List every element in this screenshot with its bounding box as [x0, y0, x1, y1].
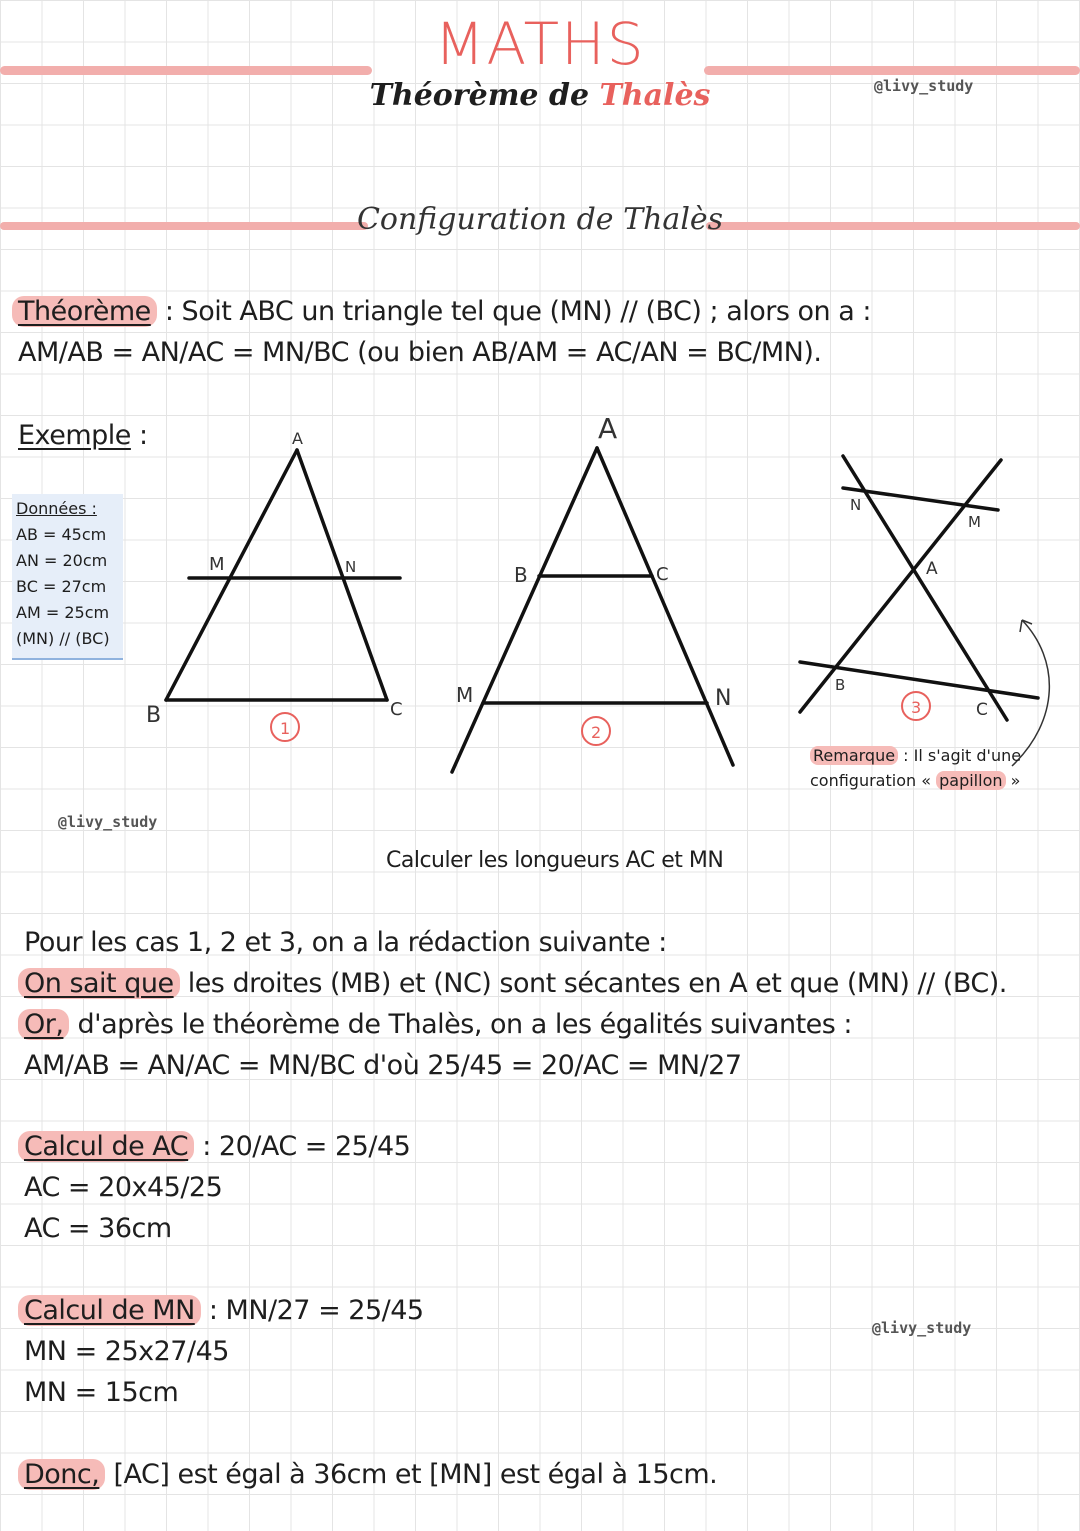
- fig3-label-c: C: [976, 700, 988, 720]
- remark-line1-text: : Il s'agit d'une: [903, 746, 1022, 765]
- fig1-label-n: N: [345, 558, 357, 576]
- handle-bottom: @livy_study: [872, 1319, 972, 1337]
- fig2-number: 2: [591, 723, 602, 742]
- fig2-label-c: C: [656, 564, 669, 585]
- fig1-side-ab: [166, 450, 297, 700]
- example-colon: :: [138, 420, 148, 451]
- handle-middle: @livy_study: [58, 813, 158, 831]
- redaction-equalities: AM/AB = AN/AC = MN/BC d'où 25/45 = 20/AC = MN/27: [24, 1050, 742, 1081]
- fig2-label-a: A: [598, 412, 618, 445]
- remark-line2-pre: configuration «: [810, 771, 932, 790]
- remark-line2: [810, 771, 1020, 790]
- or-text: d'après le théorème de Thalès, on a les égalités suivantes :: [77, 1009, 853, 1040]
- fig3-label-a: A: [926, 559, 938, 579]
- fig1-label-m: M: [209, 554, 225, 575]
- fig1-label-a: A: [292, 429, 303, 448]
- section-title: Configuration de Thalès: [356, 202, 724, 237]
- fig3-label-m: M: [968, 513, 981, 531]
- fig1-number: 1: [280, 719, 291, 738]
- calc-ac-line2: AC = 20x45/25: [24, 1172, 223, 1203]
- conclusion: [24, 1459, 717, 1490]
- subtitle-part1: Théorème de: [369, 78, 590, 113]
- calc-mn-label: Calcul de MN: [18, 1295, 201, 1326]
- example-task: Calculer les longueurs AC et MN: [386, 848, 724, 873]
- donnees-line: BC = 27cm: [16, 577, 107, 596]
- handle-top: @livy_study: [874, 77, 974, 95]
- subtitle-part2: Thalès: [599, 78, 711, 113]
- fig3-number: 3: [911, 698, 922, 717]
- donnees-line: AN = 20cm: [16, 551, 108, 570]
- remark-word: papillon: [936, 771, 1005, 790]
- fig3-label-n: N: [850, 496, 862, 514]
- donnees-line: AB = 45cm: [16, 525, 107, 544]
- or-label: Or,: [18, 1009, 69, 1040]
- remark-line2-post: »: [1010, 771, 1021, 790]
- on-sait-label: On sait que: [18, 968, 180, 999]
- calc-mn-line1: [24, 1295, 424, 1326]
- fig2-label-b: B: [514, 563, 528, 587]
- remark-label: Remarque: [810, 746, 898, 765]
- calc-mn-line3: MN = 15cm: [24, 1377, 179, 1408]
- calc-ac-line1: [24, 1131, 410, 1162]
- calc-ac-eq: : 20/AC = 25/45: [202, 1131, 411, 1162]
- on-sait-text: les droites (MB) et (NC) sont sécantes en A et que (MN) // (BC).: [187, 968, 1007, 999]
- remark-line1: [810, 746, 1021, 765]
- redaction-on-sait: [24, 968, 1007, 999]
- fig2-right-line: [597, 448, 733, 765]
- fig2-label-m: M: [456, 683, 474, 707]
- fig2-left-line: [452, 448, 597, 772]
- donnees-title: Données :: [16, 499, 97, 518]
- example-label: Exemple: [18, 420, 131, 451]
- conclusion-label: Donc,: [18, 1459, 105, 1490]
- calc-mn-eq: : MN/27 = 25/45: [208, 1295, 424, 1326]
- donnees-line: AM = 25cm: [16, 603, 110, 622]
- redaction-or: [24, 1009, 852, 1040]
- page-title: MATHS: [434, 10, 646, 78]
- fig2-label-n: N: [715, 686, 732, 711]
- theorem-line1-text: : Soit ABC un triangle tel que (MN) // (BC) ; alors on a :: [164, 296, 871, 327]
- fig1-label-c: C: [390, 699, 403, 720]
- calc-ac-line3: AC = 36cm: [24, 1213, 172, 1244]
- fig3-label-b: B: [835, 676, 846, 694]
- remark-arrow: [1012, 620, 1049, 766]
- calc-ac-label: Calcul de AC: [18, 1131, 194, 1162]
- fig1-side-ac: [297, 450, 387, 700]
- redaction-intro: Pour les cas 1, 2 et 3, on a la rédaction suivante :: [24, 927, 667, 958]
- theorem-line2: AM/AB = AN/AC = MN/BC (ou bien AB/AM = AC/AN = BC/MN).: [18, 337, 822, 368]
- fig1-label-b: B: [146, 703, 162, 728]
- theorem-label: Théorème: [12, 296, 157, 327]
- donnees-line: (MN) // (BC): [16, 629, 110, 648]
- conclusion-text: [AC] est égal à 36cm et [MN] est égal à 15cm.: [113, 1459, 718, 1490]
- calc-mn-line2: MN = 25x27/45: [24, 1336, 229, 1367]
